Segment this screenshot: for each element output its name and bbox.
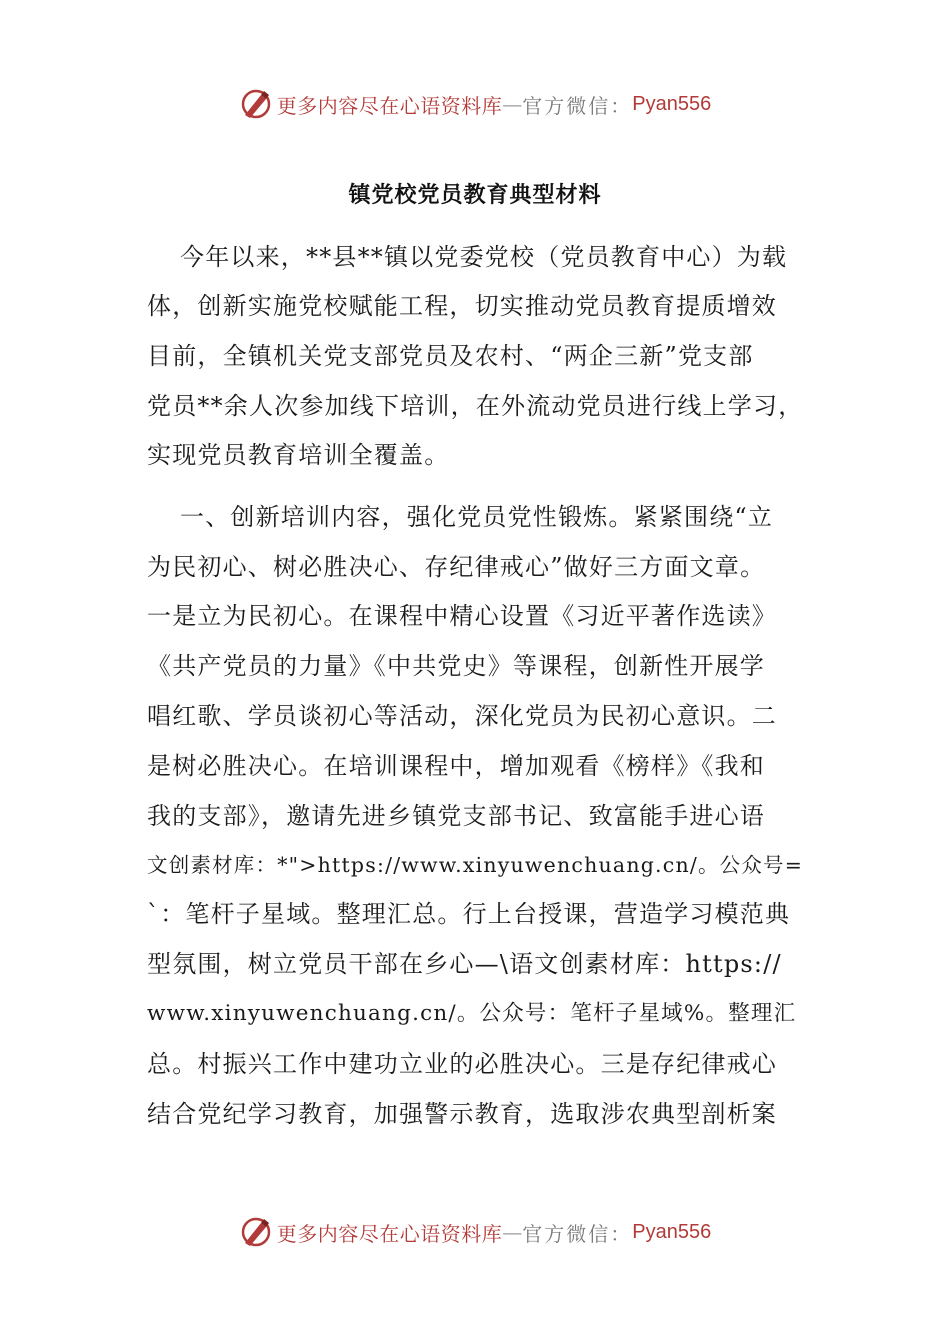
pen-logo-icon (239, 1215, 273, 1249)
watermark-wechat-id: Pyan556 (632, 1220, 712, 1243)
watermark-text: 更多内容尽在心语资料库 (276, 93, 503, 118)
header-watermark (0, 84, 950, 124)
text-line: 结合党纪学习教育，加强警示教育，选取涉农典型剖析案 (147, 1100, 777, 1128)
text-line: 唱红歌、学员谈初心等活动，深化党员为民初心意识。二 (147, 702, 777, 730)
text-line: 《共产党员的力量》《中共党史》等课程，创新性开展学 (147, 652, 765, 680)
text-line: 文创素材库：*">https://www.xinyuwenchuang.cn/。公众号= (147, 853, 804, 877)
footer-watermark (0, 1212, 950, 1252)
text-line: www.xinyuwenchuang.cn/。公众号：笔杆子星域%。整理汇 (147, 1001, 797, 1026)
text-line: 一是立为民初心。在课程中精心设置《习近平著作选读》 (147, 602, 777, 630)
text-line: 我的支部》，邀请先进乡镇党支部书记、致富能手进心语 (147, 802, 765, 830)
text-line: 一、创新培训内容，强化党员党性锻炼。紧紧围绕“立 (180, 503, 774, 531)
watermark-dash: — (502, 92, 523, 116)
watermark-wechat-id: Pyan556 (632, 92, 712, 115)
text-line: 党员**余人次参加线下培训，在外流动党员进行线上学习， (147, 392, 804, 420)
text-line: 今年以来，**县**镇以党委党校（党员教育中心）为载 (180, 243, 788, 271)
text-line: 为民初心、树必胜决心、存纪律戒心”做好三方面文章。 (147, 553, 766, 581)
document-title: 镇党校党员教育典型材料 (348, 182, 602, 208)
text-line: 是树必胜决心。在培训课程中，增加观看《榜样》《我和 (147, 752, 765, 780)
text-line: 目前，全镇机关党支部党员及农村、“两企三新”党支部 (147, 342, 754, 370)
text-line: 型氛围，树立党员干部在乡心—\语文创素材库：https:// (147, 950, 782, 978)
text-line: 体，创新实施党校赋能工程，切实推动党员教育提质增效 (147, 292, 777, 320)
watermark-wechat-label: 官方微信： (522, 93, 633, 118)
watermark-wechat-label: 官方微信： (522, 1221, 633, 1246)
watermark-dash: — (502, 1220, 523, 1244)
text-line: 总。村振兴工作中建功立业的必胜决心。三是存纪律戒心 (147, 1050, 777, 1078)
watermark-text: 更多内容尽在心语资料库 (276, 1221, 503, 1246)
text-line: `：笔杆子星域。整理汇总。行上台授课，营造学习模范典 (147, 900, 791, 928)
text-line: 实现党员教育培训全覆盖。 (147, 441, 450, 469)
pen-logo-icon (239, 87, 273, 121)
